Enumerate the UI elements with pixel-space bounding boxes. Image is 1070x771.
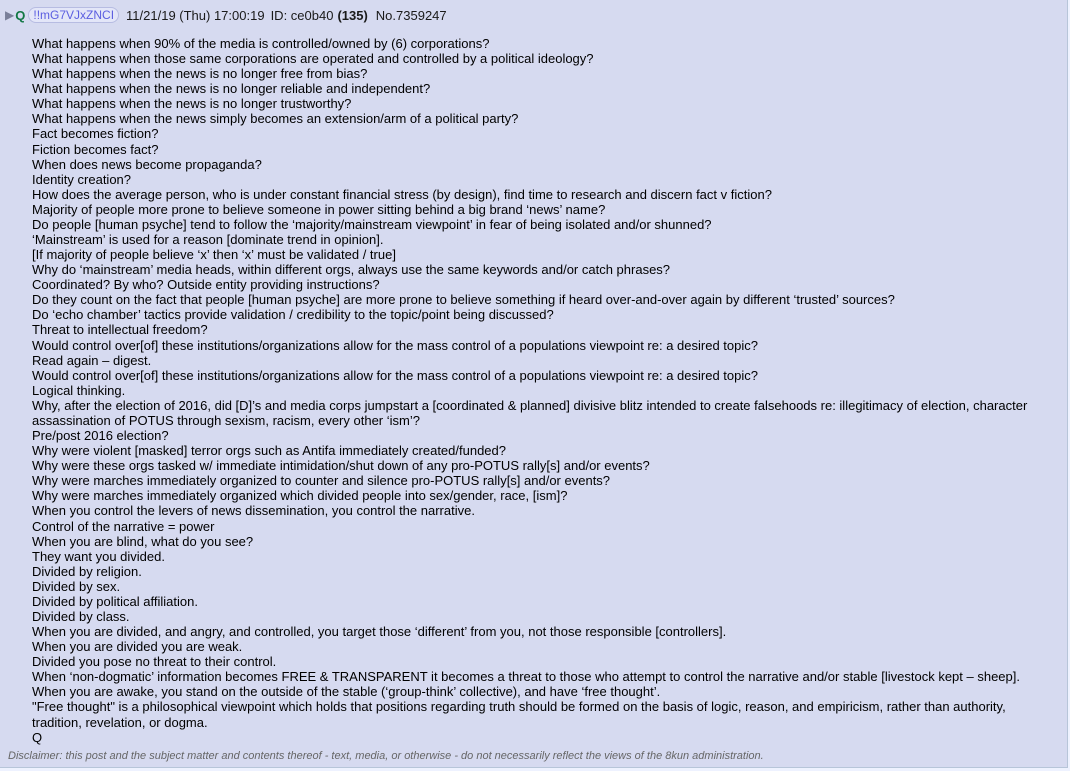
post-body-line: Coordinated? By who? Outside entity providing instructions? xyxy=(32,277,380,293)
post-body-line: Fiction becomes fact? xyxy=(32,141,159,157)
post-body-line: Divided by political affiliation. xyxy=(32,593,198,609)
tripcode-badge: !!mG7VJxZNCI xyxy=(28,7,119,23)
post-body-line: How does the average person, who is under constant financial stress (by design), find time to research and discern fact v fiction? xyxy=(32,186,772,202)
post-body-line: When you are awake, you stand on the outside of the stable (‘group-think’ collective), and have ‘free thought’. xyxy=(32,684,661,700)
post-body-line: Why were marches immediately organized to counter and silence pro-POTUS rally[s] and/or events? xyxy=(32,473,611,489)
post-body-line: What happens when the news simply becomes an extension/arm of a political party? xyxy=(32,111,519,127)
post-body-line: Q xyxy=(32,729,43,745)
post-body-line: Would control over[of] these institutions/organizations allow for the mass control of a populations viewpoint re: a desired topic? xyxy=(32,337,758,353)
poster-id-post-count: (135) xyxy=(337,7,368,23)
post-body-line: When you control the levers of news dissemination, you control the narrative. xyxy=(32,503,475,519)
post-body-line: Would control over[of] these institutions/organizations allow for the mass control of a populations viewpoint re: a desired topic? xyxy=(32,367,758,383)
post-body-line: Logical thinking. xyxy=(32,382,126,398)
post-menu-arrow-icon[interactable]: ▶ xyxy=(5,8,15,22)
post-body-line: Threat to intellectual freedom? xyxy=(32,322,208,338)
post-body-line: Why were violent [masked] terror orgs such as Antifa immediately created/funded? xyxy=(32,443,506,459)
post-body-line: What happens when the news is no longer free from bias? xyxy=(32,66,368,82)
post-body-line: When you are divided, and angry, and controlled, you target those ‘different’ from you, not those responsible [controllers]. xyxy=(32,624,727,640)
post-body-line: What happens when the news is no longer reliable and independent? xyxy=(32,81,431,97)
post-body-line: Why were marches immediately organized which divided people into sex/gender, race, [ism]? xyxy=(32,488,568,504)
post-body-line: [If majority of people believe ‘x’ then ‘x’ must be validated / true] xyxy=(32,247,396,263)
post-body-line: Fact becomes fiction? xyxy=(32,126,159,142)
post-body-line: When you are divided you are weak. xyxy=(32,639,243,655)
poster-id[interactable]: ID: ce0b40 xyxy=(270,7,334,23)
post-body-line: Identity creation? xyxy=(32,171,132,187)
post-body-line: Why, after the election of 2016, did [D]’s and media corps jumpstart a [coordinated & planned] divisive blitz intended to create falsehoods re: illegitimacy of election, character assassination of POTUS through sexism, racism, every other ‘ism’? xyxy=(32,397,1028,428)
post-body-line: Divided you pose no threat to their control. xyxy=(32,654,277,670)
post-body-line: "Free thought" is a philosophical viewpoint which holds that positions regarding truth should be formed on the basis of logic, reason, and empiricism, rather than authority, tradition, revelation, or dogma. xyxy=(32,699,1006,730)
poster-name: Q xyxy=(15,7,26,23)
post-body-line: Why do ‘mainstream’ media heads, within different orgs, always use the same keywords and/or catch phrases? xyxy=(32,262,671,278)
post-body-line: Divided by class. xyxy=(32,608,130,624)
post-disclaimer: Disclaimer: this post and the subject matter and contents thereof - text, media, or otherwise - do not necessarily reflect the views of the 8kun administration. xyxy=(8,750,764,762)
post-body xyxy=(32,36,1042,745)
post-datetime: 11/21/19 (Thu) 17:00:19 xyxy=(126,7,265,23)
post-body-line: Pre/post 2016 election? xyxy=(32,428,169,444)
post-number-link[interactable]: No.7359247 xyxy=(375,7,447,23)
post-body-line: When does news become propaganda? xyxy=(32,156,262,172)
post-body-line: What happens when those same corporations are operated and controlled by a political ideology? xyxy=(32,51,594,67)
post-body-line: Divided by sex. xyxy=(32,578,121,594)
post-body-line: Do ‘echo chamber’ tactics provide validation / credibility to the topic/point being discussed? xyxy=(32,307,554,323)
post-body-line: Why were these orgs tasked w/ immediate intimidation/shut down of any pro-POTUS rally[s] and/or events? xyxy=(32,458,650,474)
post-body-line: ‘Mainstream’ is used for a reason [dominate trend in opinion]. xyxy=(32,232,384,248)
post-body-line: What happens when the news is no longer trustworthy? xyxy=(32,96,352,112)
post-body-line: Do they count on the fact that people [human psyche] are more prone to believe something if heard over-and-over again by different ‘trusted’ sources? xyxy=(32,292,895,308)
post-body-line: Divided by religion. xyxy=(32,563,142,579)
post-body-line: What happens when 90% of the media is controlled/owned by (6) corporations? xyxy=(32,36,490,51)
post-body-line: Do people [human psyche] tend to follow the ‘majority/mainstream viewpoint’ in fear of being isolated and/or shunned? xyxy=(32,216,712,232)
post-body-line: They want you divided. xyxy=(32,548,165,564)
post-body-line: Read again – digest. xyxy=(32,352,152,368)
post-body-line: Control of the narrative = power xyxy=(32,518,215,534)
post-body-line: Majority of people more prone to believe someone in power sitting behind a big brand ‘news’ name? xyxy=(32,201,606,217)
post-body-line: When ‘non-dogmatic’ information becomes FREE & TRANSPARENT it becomes a threat to those who attempt to control the narrative and/or stable [livestock kept – sheep]. xyxy=(32,669,1020,685)
post-header xyxy=(5,6,447,24)
post-body-line: When you are blind, what do you see? xyxy=(32,533,254,549)
